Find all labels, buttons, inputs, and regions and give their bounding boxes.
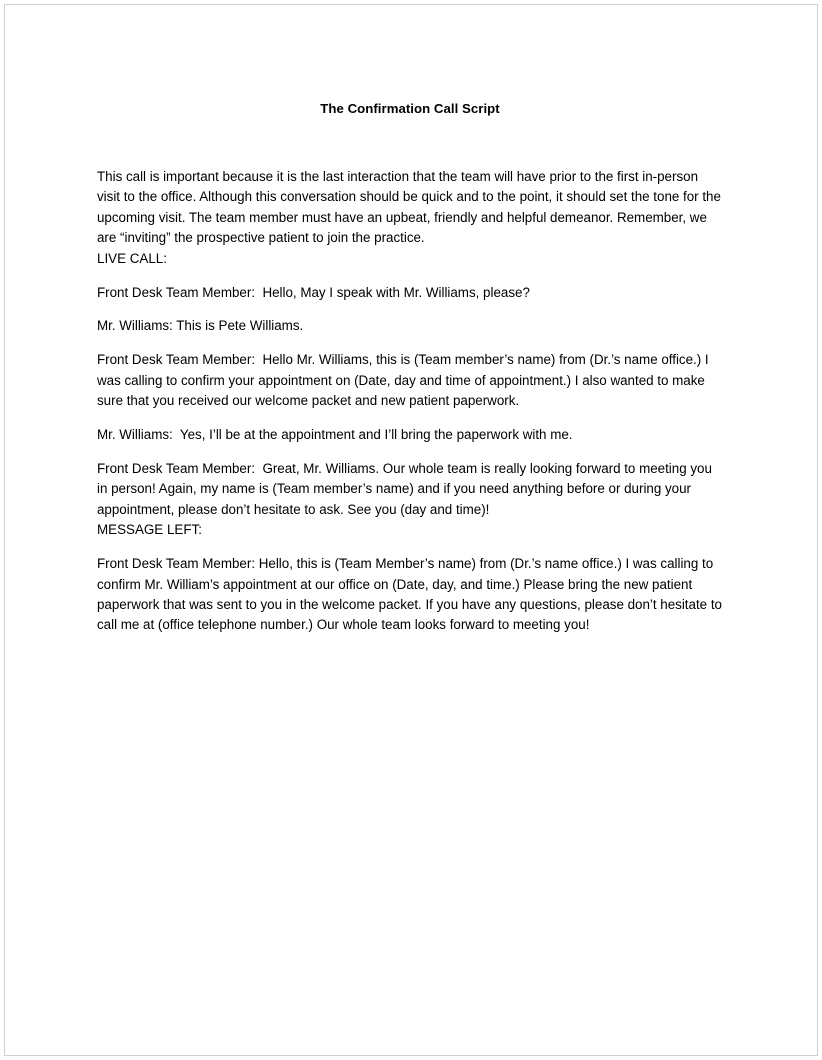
live-call-line: Mr. Williams: This is Pete Williams. xyxy=(97,318,304,334)
live-call-line: Front Desk Team Member: Hello Mr. Williams, this is (Team member’s name) from (Dr.’s name office.) I was calling to confirm your appointment on (Date, day and time of appointment.) I also wanted to make sure that you received our welcome packet and new patient paperwork. xyxy=(97,352,713,409)
live-call-line: Front Desk Team Member: Hello, May I speak with Mr. Williams, please? xyxy=(97,284,530,300)
message-left-line: Front Desk Team Member: Hello, this is (Team Member’s name) from (Dr.’s name office.) I was calling to confirm Mr. William’s appointment at our office on (Date, day, and time.) Please bring the new patient paperwork that was sent to you in the welcome packet. If you have any questions, please don’t hesitate to call me at (office telephone number.) Our whole team looks forward to meeting you! xyxy=(97,556,726,633)
live-call-line: Mr. Williams: Yes, I’ll be at the appointment and I’ll bring the paperwork with me. xyxy=(97,427,573,443)
section-heading-message-left: MESSAGE LEFT: xyxy=(97,522,202,538)
document-body xyxy=(97,0,726,636)
page-title: The Confirmation Call Script xyxy=(320,101,500,116)
intro-paragraph: This call is important because it is the last interaction that the team will have prior to the first in-person visit to the office. Although this conversation should be quick and to the point, it should set the tone for the upcoming visit. The team member must have an upbeat, friendly and helpful demeanor. Remember, we are “inviting” the prospective patient to join the practice. xyxy=(97,169,725,246)
live-call-line: Front Desk Team Member: Great, Mr. Williams. Our whole team is really looking forward to meeting you in person! Again, my name is (Team member’s name) and if you need anything before or during your appointment, please don’t hesitate to ask. See you (day and time)! xyxy=(97,460,716,517)
section-heading-live-call: LIVE CALL: xyxy=(97,250,167,266)
